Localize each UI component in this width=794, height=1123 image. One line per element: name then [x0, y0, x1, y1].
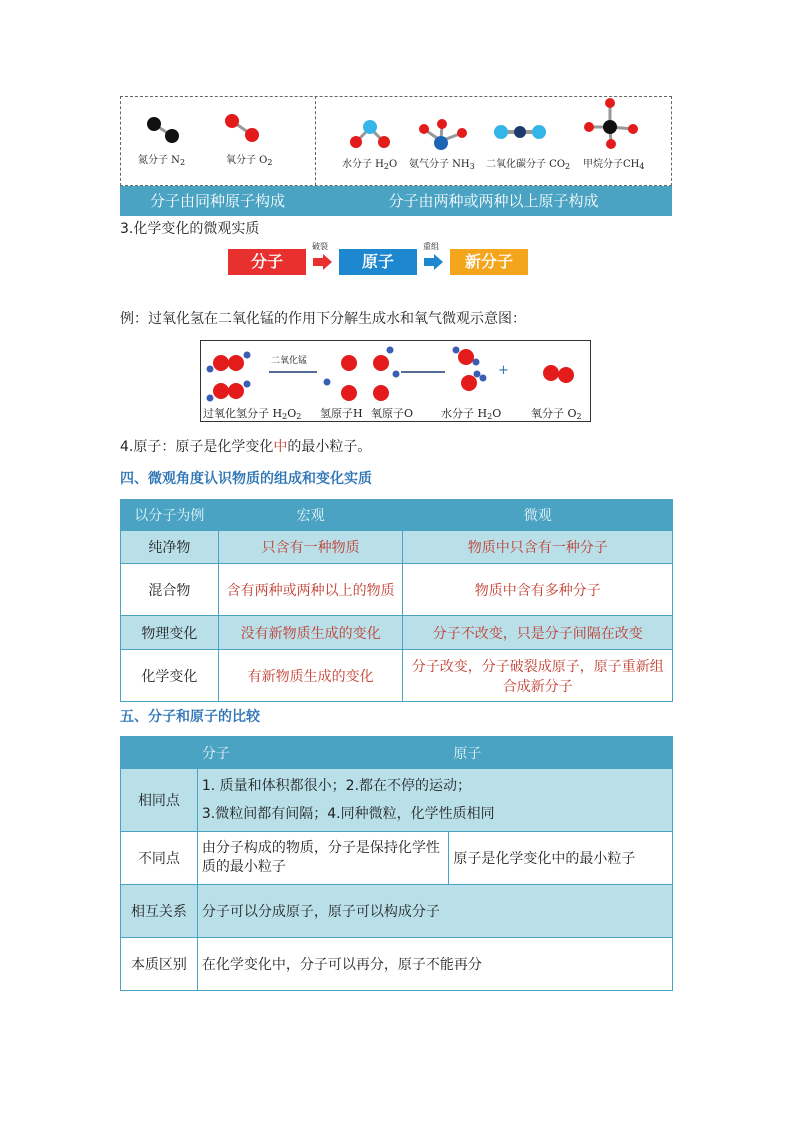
- row-label: 本质区别: [121, 938, 198, 991]
- macro-cell: 只含有一种物质: [218, 531, 403, 564]
- row-label: 混合物: [121, 564, 219, 616]
- header-cell: 微观: [403, 500, 673, 531]
- hydrogen-peroxide-label: 过氧化氢分子 $H_2O_2$: [203, 407, 302, 421]
- flow-label-recombine: 重组: [423, 242, 439, 251]
- separated-atoms: [324, 347, 400, 402]
- water-molecule-model: [350, 120, 390, 148]
- methane-label: 甲烷分子$CH_4$: [583, 159, 645, 171]
- water-molecule-model: [453, 347, 480, 366]
- micro-cell: 物质中只含有一种分子: [403, 531, 673, 564]
- hydrogen-peroxide-model: [207, 381, 251, 402]
- flow-box-molecule: 分子: [228, 249, 306, 275]
- reaction-diagram: [200, 340, 591, 422]
- water-molecule-label: 水分子 $H_2O$: [441, 407, 502, 421]
- molecule-difference-cell: 由分子构成的物质，分子是保持化学性质的最小粒子: [197, 832, 449, 885]
- molecule-models: [120, 96, 672, 186]
- table-header-row: [121, 500, 673, 531]
- right-arrow-icon: [424, 254, 444, 270]
- ammonia-label: 氨气分子 $NH_3$: [409, 159, 475, 171]
- relation-cell: 分子可以分成原子，原子可以构成分子: [197, 885, 672, 938]
- catalyst-label: 二氧化锰: [271, 356, 308, 366]
- micro-cell: 分子不改变，只是分子间隔在改变: [403, 616, 673, 650]
- row-label: 物理变化: [121, 616, 219, 650]
- flow-box-atom: 原子: [339, 249, 417, 275]
- oxygen-atom-label: 氧原子O: [371, 407, 414, 420]
- hydrogen-atom-label: 氢原子H: [320, 407, 363, 420]
- oxygen-molecule-label: 氧分子 $O_2$: [531, 407, 582, 421]
- oxygen-molecule-model: [225, 114, 259, 142]
- header-cell: 宏观: [218, 500, 403, 531]
- nitrogen-label: 氮分子 $N_2$: [138, 155, 186, 167]
- carbon-dioxide-label: 二氧化碳分子 $CO_2$: [486, 159, 571, 171]
- micro-cell: 物质中含有多种分子: [403, 564, 673, 616]
- example-text: 例：过氧化氢在二氧化锰的作用下分解生成水和氧气微观示意图：: [120, 311, 526, 327]
- caption-same-atoms: 分子由同种原子构成: [149, 192, 285, 210]
- table-row: [121, 616, 673, 650]
- plus-sign: +: [498, 363, 509, 378]
- section-4-title: 四、微观角度认识物质的组成和变化实质: [120, 471, 372, 487]
- methane-molecule-model: [584, 98, 638, 149]
- oxygen-molecule-model: [543, 365, 574, 383]
- header-cell: 分子: [197, 737, 449, 769]
- table-row: [121, 938, 673, 991]
- section-5-title: 五、分子和原子的比较: [120, 709, 260, 725]
- right-arrow-icon: [313, 254, 333, 270]
- row-label: 不同点: [121, 832, 198, 885]
- similarities-cell: [197, 769, 672, 832]
- table-row: [121, 650, 673, 702]
- table-row: [121, 531, 673, 564]
- nitrogen-molecule-model: [147, 117, 179, 143]
- macro-cell: 没有新物质生成的变化: [218, 616, 403, 650]
- flow-box-new-molecule: 新分子: [450, 249, 528, 275]
- similarities-line: 3.微粒间都有间隔；4.同种微粒，化学性质相同: [201, 806, 495, 822]
- table-header-row: [121, 737, 673, 769]
- row-label: 相互关系: [121, 885, 198, 938]
- row-label: 纯净物: [121, 531, 219, 564]
- similarities-line: 1. 质量和体积都很小；2.都在不停的运动；: [201, 778, 472, 794]
- table-row: [121, 832, 673, 885]
- macro-cell: 含有两种或两种以上的物质: [218, 564, 403, 616]
- water-molecule-model: [461, 371, 487, 392]
- caption-different-atoms: 分子由两种或两种以上原子构成: [388, 192, 599, 210]
- macro-cell: 有新物质生成的变化: [218, 650, 403, 702]
- table-row: [121, 885, 673, 938]
- micro-cell: 分子改变，分子破裂成原子，原子重新组合成新分子: [403, 650, 673, 702]
- oxygen-label: 氧分子 $O_2$: [226, 155, 273, 167]
- flow-label-break: 破裂: [312, 242, 328, 251]
- table-row: [121, 564, 673, 616]
- essence-cell: 在化学变化中，分子可以再分，原子不能再分: [197, 938, 672, 991]
- section-3-title: 3.化学变化的微观实质: [120, 221, 260, 237]
- row-label: 相同点: [121, 769, 198, 832]
- atom-difference-cell: 原子是化学变化中的最小粒子: [449, 832, 673, 885]
- table-row: [121, 769, 673, 832]
- hydrogen-peroxide-model: [207, 352, 251, 373]
- ammonia-molecule-model: [419, 119, 467, 150]
- molecule-types-figure: [120, 96, 672, 216]
- row-label: 化学变化: [121, 650, 219, 702]
- composition-table: [120, 499, 673, 702]
- carbon-dioxide-molecule-model: [494, 125, 546, 139]
- header-cell: 以分子为例: [121, 500, 219, 531]
- water-label: 水分子 $H_2O$: [342, 159, 398, 171]
- atom-definition: 4.原子：原子是化学变化中的最小粒子。: [120, 439, 372, 455]
- comparison-table: [120, 736, 673, 991]
- header-cell: [121, 737, 198, 769]
- header-cell: 原子: [449, 737, 673, 769]
